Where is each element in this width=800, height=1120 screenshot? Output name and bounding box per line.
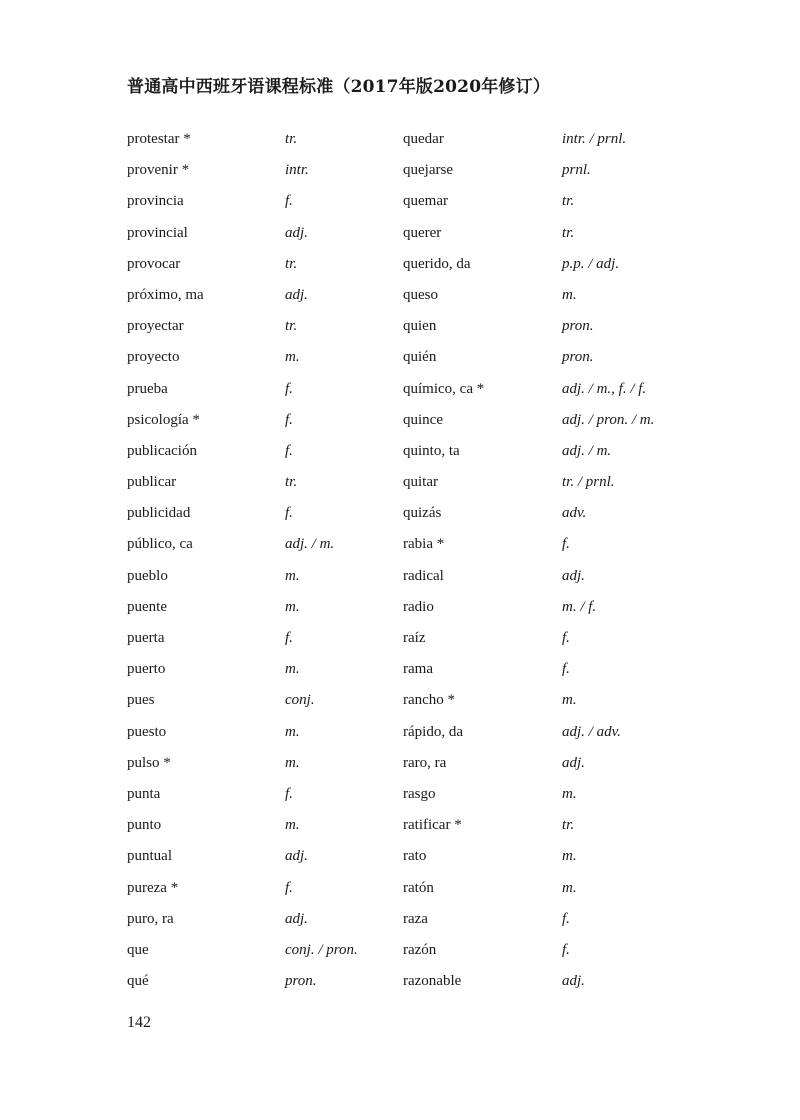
table-row bbox=[0, 561, 800, 592]
pos-left: adj. bbox=[285, 910, 308, 927]
pos-right: adj. bbox=[562, 754, 585, 771]
table-row bbox=[0, 405, 800, 436]
table-row bbox=[0, 779, 800, 810]
word-right: razonable bbox=[403, 973, 462, 990]
word-left: provenir * bbox=[127, 162, 190, 179]
table-row bbox=[0, 218, 800, 249]
word-right: quizás bbox=[403, 505, 442, 522]
word-left: provincia bbox=[127, 193, 184, 210]
word-left: puesto bbox=[127, 723, 167, 740]
pos-left: m. bbox=[285, 817, 300, 834]
word-right: rasgo bbox=[403, 785, 436, 802]
word-right: químico, ca * bbox=[403, 380, 485, 397]
word-right: rabia * bbox=[403, 536, 445, 553]
table-row bbox=[0, 873, 800, 904]
word-right: queso bbox=[403, 286, 438, 303]
pos-right: f. bbox=[562, 661, 570, 678]
table-row bbox=[0, 748, 800, 779]
pos-right: f. bbox=[562, 910, 570, 927]
word-right: quién bbox=[403, 349, 437, 366]
word-right: quejarse bbox=[403, 162, 453, 179]
pos-right: pron. bbox=[562, 349, 594, 366]
word-right: rápido, da bbox=[403, 723, 463, 740]
pos-left: intr. bbox=[285, 162, 309, 179]
word-right: quitar bbox=[403, 474, 438, 491]
pos-left: m. bbox=[285, 567, 300, 584]
table-row bbox=[0, 124, 800, 155]
pos-right: adj. / pron. / m. bbox=[562, 411, 655, 428]
table-row bbox=[0, 498, 800, 529]
word-left: puente bbox=[127, 598, 167, 615]
pos-right: m. bbox=[562, 785, 577, 802]
table-row bbox=[0, 249, 800, 280]
pos-right: prnl. bbox=[562, 162, 591, 179]
pos-left: f. bbox=[285, 193, 293, 210]
word-left: pureza * bbox=[127, 879, 179, 896]
word-right: quedar bbox=[403, 131, 444, 147]
word-left: punta bbox=[127, 785, 161, 802]
pos-right: pron. bbox=[562, 318, 594, 335]
pos-right: m. bbox=[562, 879, 577, 896]
word-right: querido, da bbox=[403, 255, 471, 272]
pos-left: f. bbox=[285, 785, 293, 802]
table-row bbox=[0, 280, 800, 311]
pos-right: f. bbox=[562, 630, 570, 646]
word-left: prueba bbox=[127, 380, 168, 397]
pos-right: tr. bbox=[562, 193, 575, 210]
word-right: quinto, ta bbox=[403, 442, 460, 459]
pos-right: f. bbox=[562, 941, 570, 958]
table-row bbox=[0, 155, 800, 186]
pos-left: adj. bbox=[285, 848, 308, 865]
pos-right: adj. bbox=[562, 973, 585, 990]
table-row bbox=[0, 904, 800, 935]
word-right: quince bbox=[403, 411, 443, 428]
word-left: proyecto bbox=[127, 349, 180, 366]
word-right: raro, ra bbox=[403, 754, 447, 771]
pos-right: tr. bbox=[562, 224, 575, 241]
pos-left: f. bbox=[285, 380, 293, 397]
page-number: 142 bbox=[127, 1014, 151, 1031]
word-right: rama bbox=[403, 661, 433, 678]
pos-left: tr. bbox=[285, 318, 298, 335]
pos-right: adj. / m. bbox=[562, 442, 612, 459]
pos-left: m. bbox=[285, 723, 300, 740]
word-right: razón bbox=[403, 941, 437, 958]
word-right: rancho * bbox=[403, 692, 456, 709]
word-left: psicología * bbox=[127, 411, 200, 428]
pos-left: f. bbox=[285, 879, 293, 896]
word-left: publicidad bbox=[127, 505, 191, 522]
table-row bbox=[0, 654, 800, 685]
word-left: puro, ra bbox=[127, 910, 174, 927]
pos-right: m. bbox=[562, 848, 577, 865]
word-right: rato bbox=[403, 848, 427, 865]
pos-left: conj. bbox=[285, 692, 315, 709]
page-title: 普通高中西班牙语课程标准（2017年版2020年修订） bbox=[127, 77, 551, 97]
pos-left: adj. bbox=[285, 224, 308, 241]
pos-left: pron. bbox=[285, 973, 317, 990]
pos-left: m. bbox=[285, 661, 300, 678]
table-row bbox=[0, 810, 800, 841]
word-left: publicación bbox=[127, 442, 197, 459]
pos-left: f. bbox=[285, 630, 293, 646]
pos-left: adj. bbox=[285, 286, 308, 303]
pos-left: f. bbox=[285, 411, 293, 428]
table-row bbox=[0, 311, 800, 342]
word-right: ratón bbox=[403, 879, 434, 896]
pos-right: f. bbox=[562, 536, 570, 553]
pos-left: tr. bbox=[285, 474, 298, 491]
pos-right: m. bbox=[562, 286, 577, 303]
pos-right: intr. / prnl. bbox=[562, 131, 627, 147]
pos-right: adj. / adv. bbox=[562, 723, 621, 740]
pos-left: tr. bbox=[285, 255, 298, 272]
pos-right: adj. / m., f. / f. bbox=[562, 380, 647, 397]
table-row bbox=[0, 685, 800, 716]
word-right: quemar bbox=[403, 193, 448, 210]
word-left: pulso * bbox=[127, 754, 171, 771]
table-row bbox=[0, 841, 800, 872]
pos-right: p.p. / adj. bbox=[562, 255, 620, 272]
word-left: pues bbox=[127, 692, 155, 709]
pos-right: tr. / prnl. bbox=[562, 474, 615, 491]
pos-right: tr. bbox=[562, 817, 575, 834]
table-row bbox=[0, 186, 800, 217]
word-left: puntual bbox=[127, 848, 172, 865]
word-right: ratificar * bbox=[403, 817, 462, 834]
pos-left: tr. bbox=[285, 131, 298, 147]
pos-left: f. bbox=[285, 442, 293, 459]
word-left: publicar bbox=[127, 474, 177, 491]
pos-left: m. bbox=[285, 598, 300, 615]
table-row bbox=[0, 717, 800, 748]
table-row bbox=[0, 374, 800, 405]
word-right: raza bbox=[403, 910, 428, 927]
word-left: protestar * bbox=[127, 131, 191, 147]
pos-left: f. bbox=[285, 505, 293, 522]
table-row bbox=[0, 966, 800, 997]
pos-left: m. bbox=[285, 754, 300, 771]
pos-left: m. bbox=[285, 349, 300, 366]
word-left: público, ca bbox=[127, 536, 193, 553]
pos-right: m. / f. bbox=[562, 598, 597, 615]
table-row bbox=[0, 436, 800, 467]
pos-right: m. bbox=[562, 692, 577, 709]
word-right: quien bbox=[403, 318, 437, 335]
word-left: que bbox=[127, 941, 149, 958]
table-row bbox=[0, 342, 800, 373]
word-left: puerto bbox=[127, 661, 166, 678]
word-right: radical bbox=[403, 567, 444, 584]
word-left: puerta bbox=[127, 630, 165, 646]
word-left: provocar bbox=[127, 255, 181, 272]
table-row bbox=[0, 529, 800, 560]
word-right: raíz bbox=[403, 630, 426, 646]
table-row bbox=[0, 623, 800, 654]
pos-left: conj. / pron. bbox=[285, 941, 358, 958]
pos-right: adj. bbox=[562, 567, 585, 584]
word-left: próximo, ma bbox=[127, 286, 204, 303]
table-row bbox=[0, 592, 800, 623]
table-row bbox=[0, 935, 800, 966]
word-right: querer bbox=[403, 224, 442, 241]
word-left: proyectar bbox=[127, 318, 184, 335]
word-right: radio bbox=[403, 598, 434, 615]
word-left: provincial bbox=[127, 224, 188, 241]
vocabulary-table bbox=[0, 124, 800, 997]
word-left: pueblo bbox=[127, 567, 168, 584]
table-row bbox=[0, 467, 800, 498]
word-left: qué bbox=[127, 973, 149, 990]
word-left: punto bbox=[127, 817, 162, 834]
pos-right: adv. bbox=[562, 505, 587, 522]
pos-left: adj. / m. bbox=[285, 536, 335, 553]
